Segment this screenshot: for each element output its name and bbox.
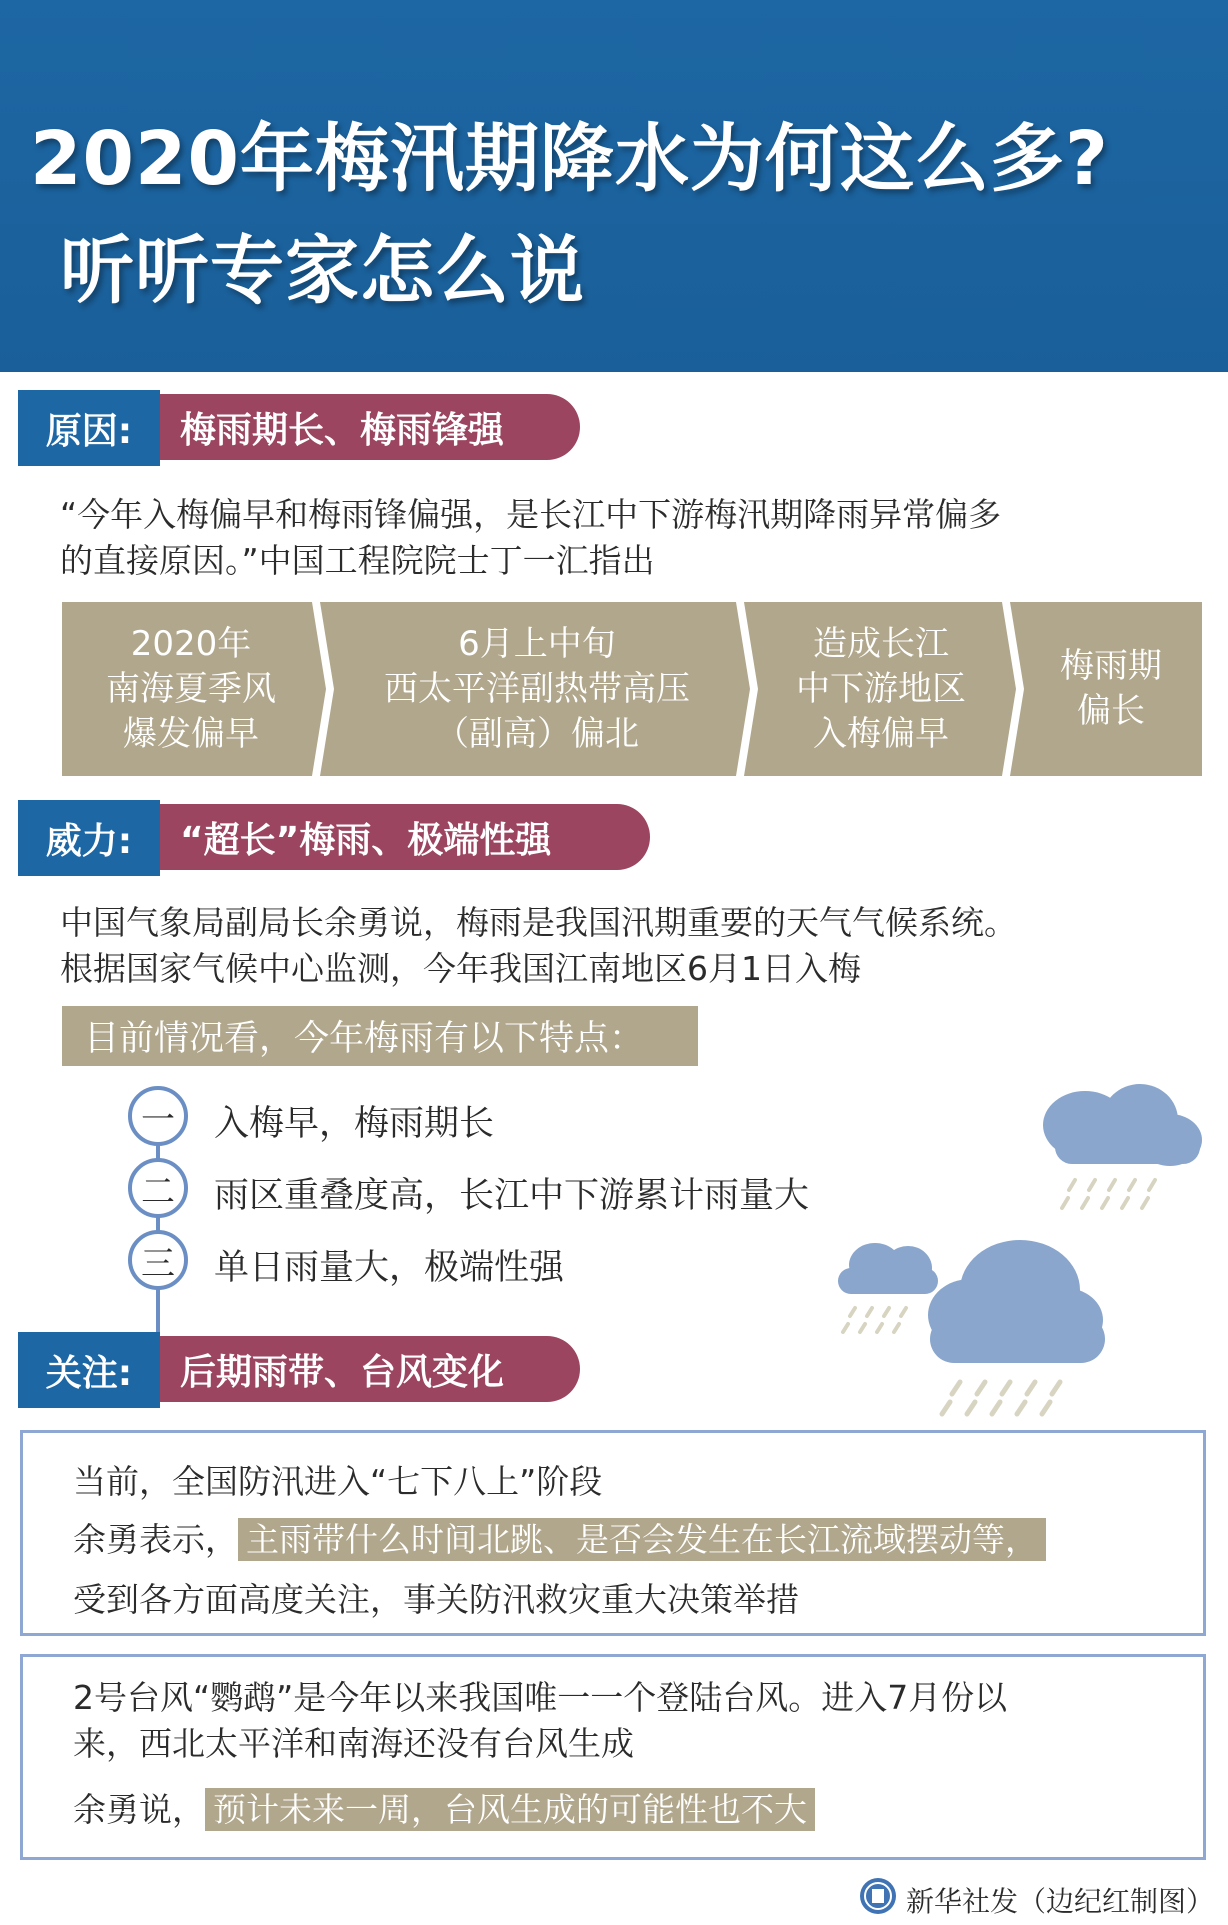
cause-flow-chart xyxy=(62,602,1202,776)
section3-heading: 后期雨带、台风变化 xyxy=(150,1336,580,1402)
section1-heading: 梅雨期长、梅雨锋强 xyxy=(150,394,580,460)
box2-line1: 2号台风“鹦鹉”是今年以来我国唯一一个登陆台风。进入7月份以 xyxy=(73,1678,1008,1717)
box1-line2-prefix: 余勇表示， xyxy=(73,1520,238,1559)
attention-box-typhoon xyxy=(20,1654,1206,1860)
flow-step-2-line1: 6月上中旬 xyxy=(458,623,616,664)
rain-cloud-icon xyxy=(838,1243,938,1332)
section2-para-line2: 根据国家气候中心监测，今年我国江南地区6月1日入梅 xyxy=(60,949,861,988)
features-intro-bar: 目前情况看，今年梅雨有以下特点： xyxy=(62,1006,698,1066)
flow-step-1-line3: 爆发偏早 xyxy=(123,713,259,754)
page-title-line2: 听听专家怎么说 xyxy=(60,228,585,314)
rain-clouds-illustration xyxy=(820,1040,1220,1420)
feature-3-number: 三 xyxy=(128,1230,188,1290)
section1-label: 原因: xyxy=(18,390,160,466)
flow-step-3-line3: 入梅偏早 xyxy=(813,713,949,754)
rain-cloud-icon xyxy=(1043,1084,1202,1208)
feature-1-number: 一 xyxy=(128,1086,188,1146)
feature-2-text: 雨区重叠度高，长江中下游累计雨量大 xyxy=(214,1176,810,1216)
section1-quote-line2: 的直接原因。”中国工程院院士丁一汇指出 xyxy=(60,541,655,580)
flow-step-1 xyxy=(62,602,320,776)
flow-step-4-line2: 偏长 xyxy=(1077,691,1145,731)
section2-label: 威力: xyxy=(18,800,160,876)
flow-step-2 xyxy=(330,602,744,776)
flow-step-1-line1: 2020年 xyxy=(130,623,252,664)
feature-3-text: 单日雨量大，极端性强 xyxy=(214,1248,565,1288)
attention-box-rainband xyxy=(20,1430,1206,1636)
flow-step-3-line2: 中下游地区 xyxy=(796,668,966,709)
box1-highlight: 主雨带什么时间北跳、是否会发生在长江流域摆动等， xyxy=(238,1518,1046,1561)
footer-credit: 新华社发（边纪红制图） xyxy=(906,1885,1215,1918)
flow-step-2-line3: （副高）偏北 xyxy=(435,713,639,754)
section2-para-line1: 中国气象局副局长余勇说，梅雨是我国汛期重要的天气气候系统。 xyxy=(60,903,1017,942)
feature-2-number: 二 xyxy=(128,1158,188,1218)
box2-line2: 来，西北太平洋和南海还没有台风生成 xyxy=(73,1724,634,1763)
section2-heading: “超长”梅雨、极端性强 xyxy=(150,804,650,870)
header-banner xyxy=(0,0,1228,372)
flow-step-3 xyxy=(754,602,1008,776)
box2-line3-prefix: 余勇说， xyxy=(73,1790,205,1829)
flow-step-3-line1: 造成长江 xyxy=(813,623,949,664)
flow-step-4 xyxy=(1020,602,1202,776)
flow-step-1-line2: 南海夏季风 xyxy=(106,668,276,709)
section1-quote-line1: “今年入梅偏早和梅雨锋偏强，是长江中下游梅汛期降雨异常偏多 xyxy=(60,495,1002,534)
xinhua-logo-icon xyxy=(858,1876,898,1916)
box2-highlight: 预计未来一周，台风生成的可能性也不大 xyxy=(205,1788,815,1831)
rain-cloud-icon xyxy=(928,1240,1105,1414)
box1-line2 xyxy=(73,1517,1046,1562)
section3-label: 关注: xyxy=(18,1332,160,1408)
feature-1-text: 入梅早，梅雨期长 xyxy=(214,1104,495,1144)
flow-step-4-line1: 梅雨期 xyxy=(1060,646,1162,686)
box1-line1: 当前，全国防汛进入“七下八上”阶段 xyxy=(73,1462,603,1501)
box2-line3 xyxy=(73,1787,815,1832)
flow-step-2-line2: 西太平洋副热带高压 xyxy=(384,668,690,709)
page-title-line1: 2020年梅汛期降水为何这么多? xyxy=(30,116,1109,202)
box1-line3: 受到各方面高度关注，事关防汛救灾重大决策举措 xyxy=(73,1580,799,1619)
